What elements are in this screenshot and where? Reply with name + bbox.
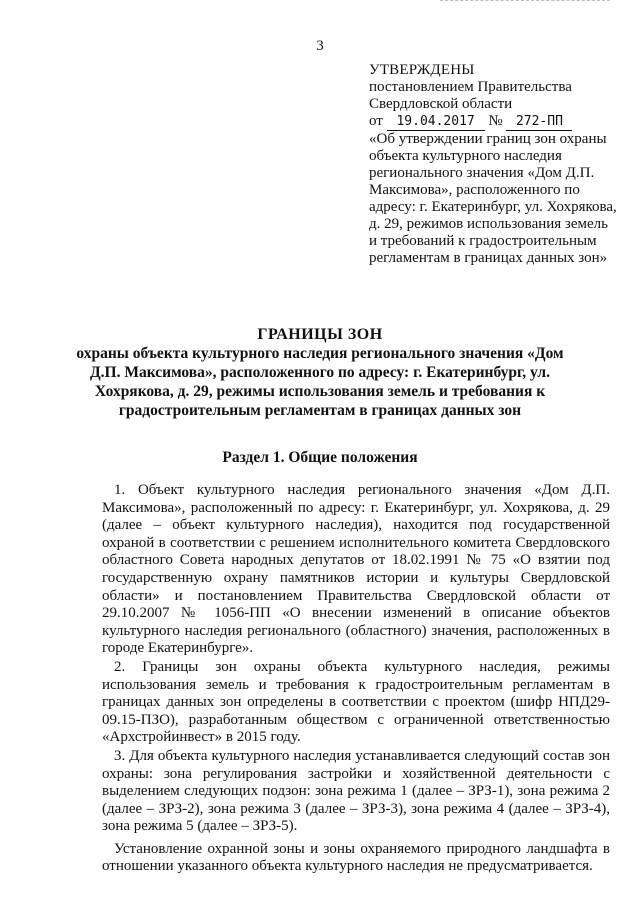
approval-region: Свердловской области <box>369 96 513 112</box>
number-field: 272-ПП <box>506 114 572 131</box>
date-field: 19.04.2017 <box>387 114 485 131</box>
section-heading: Раздел 1. Общие положения <box>222 449 418 466</box>
approval-issuer: постановлением Правительства <box>369 79 572 95</box>
paragraph-3: 3. Для объекта культурного наследия устанавливается следующий состав зон охраны: зона регулирования застройки и хозяйственной деятельности с выделением следующих подзон: зона режима 1 (далее – ЗРЗ-1), зона режима 2 (далее – ЗРЗ-2), зона режима 3 (далее – ЗРЗ-3), зона режима 4 (далее – ЗРЗ-4), зона режима 5 (далее – ЗРЗ-5). <box>102 747 610 835</box>
document-title <box>60 325 580 420</box>
paragraph-4: Установление охранной зоны и зоны охраняемого природного ландшафта в отношении указанного объекта культурного наследия не предусматривается. <box>102 840 610 875</box>
from-label: от <box>369 113 383 129</box>
page-number: 3 <box>316 38 324 54</box>
title-main: ГРАНИЦЫ ЗОН <box>257 326 383 343</box>
scan-edge-mark <box>440 0 610 3</box>
title-sub: охраны объекта культурного наследия регионального значения «Дом Д.П. Максимова», расположенного по адресу: г. Екатеринбург, ул. Хохрякова, д. 29, режимы использования земель и требования к градостроительным регламентам в границах данных зон <box>76 345 564 419</box>
paragraph-2: 2. Границы зон охраны объекта культурного наследия, режимы использования земель и требования к градостроительным регламентам в границах данных зон определены в соответствии с проектом (шифр НПД29-09.15-ПЗО), разработанным обществом с ограниченной ответственностью «Архстройинвест» в 2015 году. <box>102 658 610 746</box>
paragraph-1: 1. Объект культурного наследия регионального значения «Дом Д.П. Максимова», расположенный по адресу: г. Екатеринбург, ул. Хохрякова, д. 29 (далее – объект культурного наследия), находится под государственной охраной в соответствии с решением исполнительного комитета Свердловского областного Совета народных депутатов от 18.02.1991 № 75 «О взятии под государственную охрану памятников истории и культуры Свердловской области» и постановлением Правительства Свердловской области от 29.10.2007 № 1056-ПП «О внесении изменений в описание объектов культурного наследия регионального (областного) значения, расположенных в городе Екатеринбурге». <box>102 482 610 657</box>
approval-subject: «Об утверждении границ зон охраны объекта культурного наследия регионального значения «Дом Д.П. Максимова», расположенного по адресу: г. Екатеринбург, ул. Хохрякова, д. 29, режимов использования земель и требований к градостроительным регламентам в границах данных зон» <box>369 131 617 266</box>
approval-title: УТВЕРЖДЕНЫ <box>369 62 475 78</box>
number-label: № <box>488 113 503 129</box>
approval-block <box>369 62 619 267</box>
section-body <box>102 482 610 876</box>
approval-date-number <box>369 113 619 131</box>
